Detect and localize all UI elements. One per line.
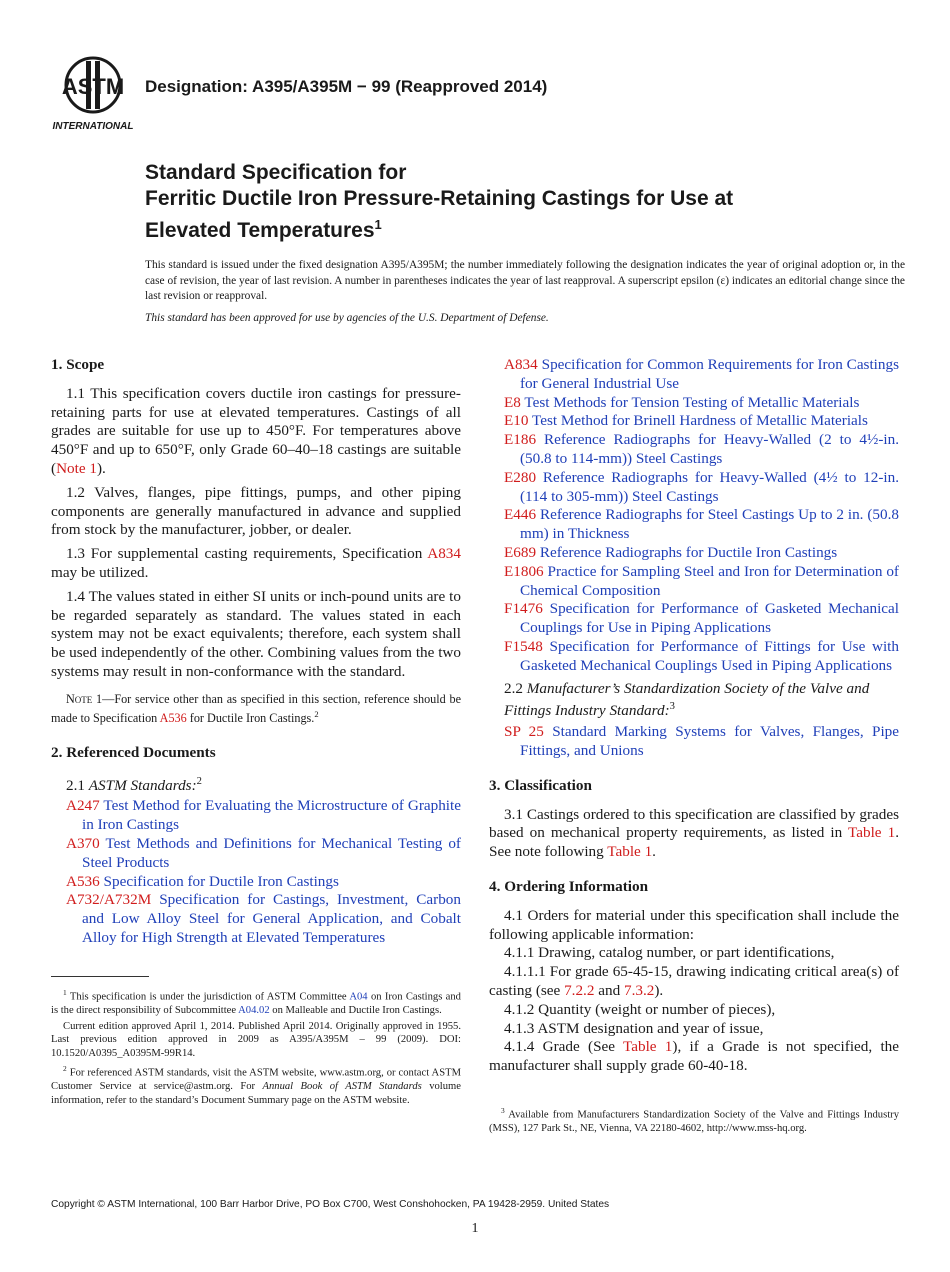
footnote-1 [51, 986, 461, 1018]
scope-p3-text: 1.3 For supplemental casting requirements, Specification [66, 545, 428, 563]
right-column [489, 356, 899, 1076]
reference-list-mss [489, 723, 899, 761]
table-1-link[interactable]: Table 1 [848, 824, 896, 842]
reference-title-link[interactable]: Standard Marking Systems for Valves, Flanges, Pipe Fittings, and Unions [520, 723, 899, 759]
logo-top-text: ASTM [61, 74, 125, 99]
reference-code-link[interactable]: E186 [504, 431, 537, 449]
fn2-italic: Annual Book of ASTM Standards [262, 1081, 422, 1093]
reference-item[interactable] [489, 600, 899, 638]
mss-footnote-mark[interactable]: 3 [669, 701, 675, 713]
reference-code-link[interactable]: F1476 [504, 600, 543, 618]
title-line-3 [145, 212, 865, 244]
section-classification [489, 777, 899, 862]
note-1-link[interactable]: Note 1 [56, 459, 97, 477]
reference-item[interactable] [51, 835, 461, 873]
reference-title-link[interactable]: Test Methods and Definitions for Mechanical Testing of Steel Products [82, 835, 461, 871]
ordering-item-4-1-3: 4.1.3 ASTM designation and year of issue, [504, 1019, 764, 1037]
fn2-mark: 2 [63, 1064, 67, 1074]
reference-title-link[interactable]: Test Method for Brinell Hardness of Metallic Materials [532, 412, 868, 430]
ordering-item-4-1-1: 4.1.1 Drawing, catalog number, or part identifications, [504, 944, 835, 962]
class-p1-text: 3.1 Castings ordered to this specification are classified by grades based on mechanical property requirements, as listed in [489, 805, 899, 842]
reference-title-link[interactable]: Specification for Castings, Investment, Carbon and Low Alloy Steel for General Application, and Cobalt Alloy for High Strength at Elevated Temperatures [82, 891, 461, 947]
ord-i5-end: ), if a Grade is not specified, the manufacturer shall supply grade 60-40-18. [489, 1038, 900, 1075]
note-text-end: for Ductile Iron Castings. [186, 710, 315, 725]
reference-code-link[interactable]: E689 [504, 543, 537, 561]
a04-link[interactable]: A04 [349, 991, 368, 1003]
reference-item[interactable] [489, 394, 899, 413]
footnotes-left [51, 986, 461, 1109]
scope-p3-end: may be utilized. [51, 563, 149, 581]
table-1-link-2[interactable]: Table 1 [607, 843, 653, 861]
reference-item[interactable] [489, 356, 899, 394]
ord-i2-text: 4.1.1.1 For grade 65-45-15, drawing indicating critical area(s) of casting (see [489, 963, 899, 999]
table-1-link-3[interactable]: Table 1 [623, 1038, 673, 1056]
class-p1-end: . [652, 843, 656, 861]
footnotes-right [489, 1104, 899, 1136]
reference-title-link[interactable]: Specification for Ductile Iron Castings [103, 872, 339, 890]
a536-note-link[interactable]: A536 [159, 710, 187, 725]
reference-code-link[interactable]: A370 [66, 835, 100, 853]
footnote-divider [51, 976, 149, 977]
reference-item[interactable] [489, 506, 899, 544]
reference-item[interactable] [51, 891, 461, 947]
section-scope-heading: 1. Scope [51, 356, 105, 373]
reference-title-link[interactable]: Specification for Performance of Fittings for Use with Gasketed Mechanical Couplings Used in Piping Applications [520, 637, 899, 674]
reference-code-link[interactable]: E280 [504, 468, 537, 486]
ord-i5-text: 4.1.4 Grade (See [504, 1038, 624, 1056]
reference-list-right [489, 356, 899, 676]
ord-i2-mid: and [594, 981, 624, 999]
reference-item[interactable] [51, 797, 461, 835]
fn1-text: This specification is under the jurisdiction of ASTM Committee [66, 991, 350, 1003]
class-p1-mid: . See note following [489, 824, 899, 861]
reference-code-link[interactable]: SP 25 [504, 723, 544, 741]
mss-label-num: 2.2 [504, 679, 523, 697]
reference-item[interactable] [489, 431, 899, 469]
scope-paragraph-3 [51, 545, 461, 583]
reference-title-link[interactable]: Test Methods for Tension Testing of Metallic Materials [524, 393, 860, 411]
reference-code-link[interactable]: A247 [66, 797, 100, 815]
reference-code-link[interactable]: E8 [504, 393, 521, 411]
page-number: 1 [471, 1221, 479, 1236]
reference-item[interactable] [489, 412, 899, 431]
scope-paragraph-4: 1.4 The values stated in either SI units or inch-pound units are to be regarded separately as standard. The values stated in each system may not be exact equivalents; therefore, each system shall be used independently of the other. Combining values from the two systems may result in non-conformance with the standard. [51, 587, 461, 680]
reference-item[interactable] [489, 563, 899, 601]
designation: Designation: A395/A395M − 99 (Reapproved 2014) [145, 77, 548, 96]
section-referenced-heading: 2. Referenced Documents [51, 743, 216, 761]
note-label: Note [66, 691, 93, 706]
logo-bottom-text: INTERNATIONAL [52, 121, 134, 132]
scope-paragraph-1 [51, 385, 461, 479]
left-column [51, 356, 461, 948]
reference-code-link[interactable]: E10 [504, 412, 529, 430]
fn1-mid: on Iron Castings and is the direct responsibility of Subcommittee [51, 991, 461, 1017]
section-7-2-2-link[interactable]: 7.2.2 [564, 981, 595, 999]
scope-note-1 [51, 692, 461, 726]
reference-title-link[interactable]: Practice for Sampling Steel and Iron for Determination of Chemical Composition [520, 562, 899, 599]
fn2-text: For referenced ASTM standards, visit the ASTM website, www.astm.org, or contact ASTM Customer Service at service@astm.org. For [51, 1067, 461, 1093]
mss-standard-label [489, 680, 899, 722]
reference-title-link[interactable]: Test Method for Evaluating the Microstructure of Graphite in Iron Castings [82, 797, 461, 834]
astm-standards-label [51, 773, 461, 796]
astm-footnote-mark[interactable]: 2 [196, 775, 202, 787]
reference-list-left [51, 797, 461, 947]
document-title [145, 160, 865, 244]
mss-label-text: Manufacturer’s Standardization Society of the Valve and Fittings Industry Standard: [504, 679, 870, 720]
footnote-1-edition: Current edition approved April 1, 2014. Published April 2014. Originally approved in 1955. Last previous edition approved in 2009 as A395/A395M – 99 (2009). DOI: 10.1520/A0395_A0395M-99R14. [51, 1020, 461, 1059]
fn3-text: Available from Manufacturers Standardization Society of the Valve and Fittings Industry (MSS), 127 Park St., NE, Vienna, VA 22180-4602, http://www.mss-hq.org. [489, 1109, 899, 1135]
section-7-3-2-link[interactable]: 7.3.2 [623, 981, 655, 999]
a834-link[interactable]: A834 [427, 545, 461, 563]
reference-code-link[interactable]: F1548 [504, 637, 543, 655]
ordering-item-4-1-4 [489, 1038, 899, 1076]
astm-label-text: ASTM Standards: [88, 776, 197, 794]
fn1-end: on Malleable and Ductile Iron Castings. [269, 1005, 442, 1017]
fn3-mark: 3 [501, 1106, 505, 1115]
a04-02-link[interactable]: A04.02 [238, 1005, 270, 1017]
reference-title-link[interactable]: Reference Radiographs for Heavy-Walled (2 to 4½-in. (50.8 to 114-mm)) Steel Castings [520, 431, 900, 467]
astm-label-num: 2.1 [66, 776, 85, 794]
issued-statement: This standard is issued under the fixed designation A395/A395M; the number immediately following the designation indicates the year of original adoption or, in the case of revision, the year of last revision. A number in parentheses indicates the year of last reapproval. A superscript epsilon (ε) indicates an editorial change since the last revision or reapproval. [145, 259, 905, 302]
note-text: 1—For service other than as specified in this section, reference should be made to Specification [51, 691, 461, 725]
ordering-paragraph-1: 4.1 Orders for material under this specification shall include the following applicable information: [489, 906, 899, 943]
copyright: Copyright © ASTM International, 100 Barr Harbor Drive, PO Box C700, West Conshohocken, PA 19428-2959. United States [51, 1199, 610, 1210]
title-line-3-text: Elevated Temperatures [145, 219, 375, 242]
dod-statement: This standard has been approved for use by agencies of the U.S. Department of Defense. [145, 312, 549, 324]
reference-title-link[interactable]: Specification for Performance of Gasketed Mechanical Couplings for Use in Piping Applications [520, 600, 899, 637]
reference-title-link[interactable]: Specification for Common Requirements for Iron Castings for General Industrial Use [520, 356, 900, 392]
section-referenced-documents [51, 744, 461, 948]
astm-logo-mark [50, 55, 136, 133]
ordering-item-4-1-1-1 [489, 963, 899, 1001]
reference-item[interactable] [489, 544, 899, 563]
classification-paragraph-1 [489, 806, 899, 862]
reference-item[interactable] [489, 723, 899, 761]
footnote-3 [489, 1104, 899, 1136]
reference-title-link[interactable]: Reference Radiographs for Heavy-Walled (4½ to 12-in. (114 to 305-mm)) Steel Castings [520, 468, 899, 505]
reference-code-link[interactable]: A834 [504, 356, 538, 373]
reference-item[interactable] [51, 873, 461, 892]
reference-title-link[interactable]: Reference Radiographs for Ductile Iron Castings [539, 543, 838, 561]
ord-i2-end: ). [654, 981, 664, 999]
fn1-mark: 1 [63, 988, 67, 997]
ordering-item-4-1-2: 4.1.2 Quantity (weight or number of pieces), [504, 1000, 776, 1018]
reference-code-link[interactable]: A732/A732M [66, 891, 152, 909]
title-line-1: Standard Specification for [145, 161, 407, 184]
section-ordering [489, 878, 899, 1076]
reference-title-link[interactable]: Reference Radiographs for Steel Castings Up to 2 in. (50.8 mm) in Thickness [520, 506, 900, 543]
footnote-2 [51, 1062, 461, 1107]
reference-code-link[interactable]: A536 [66, 872, 100, 890]
reference-code-link[interactable]: E1806 [504, 562, 544, 580]
scope-paragraph-2: 1.2 Valves, flanges, pipe fittings, pumps, and other piping components are generally manufactured in advance and supplied from stock by the manufacturer, jobber, or dealer. [51, 483, 461, 539]
astm-logo [50, 55, 136, 133]
reference-item[interactable] [489, 469, 899, 507]
reference-item[interactable] [489, 638, 899, 676]
note-footnote-mark[interactable]: 2 [314, 708, 319, 719]
title-line-2: Ferritic Ductile Iron Pressure-Retaining Castings for Use at [145, 187, 734, 210]
scope-p1-text: 1.1 This specification covers ductile iron castings for pressure-retaining parts for use at elevated temperatures. Castings of all grades are suitable for use up to 450°F. For temperatures above 450°F and up to 650°F, only Grade 60–40–18 castings are suitable ( [51, 384, 461, 477]
fn2-end: volume information, refer to the standard’s Document Summary page on the ASTM website. [51, 1081, 461, 1106]
section-ordering-heading: 4. Ordering Information [489, 877, 649, 895]
section-classification-heading: 3. Classification [489, 776, 592, 794]
scope-p1-end: ). [96, 459, 106, 477]
title-footnote-mark[interactable]: 1 [374, 217, 382, 232]
reference-code-link[interactable]: E446 [504, 506, 537, 524]
